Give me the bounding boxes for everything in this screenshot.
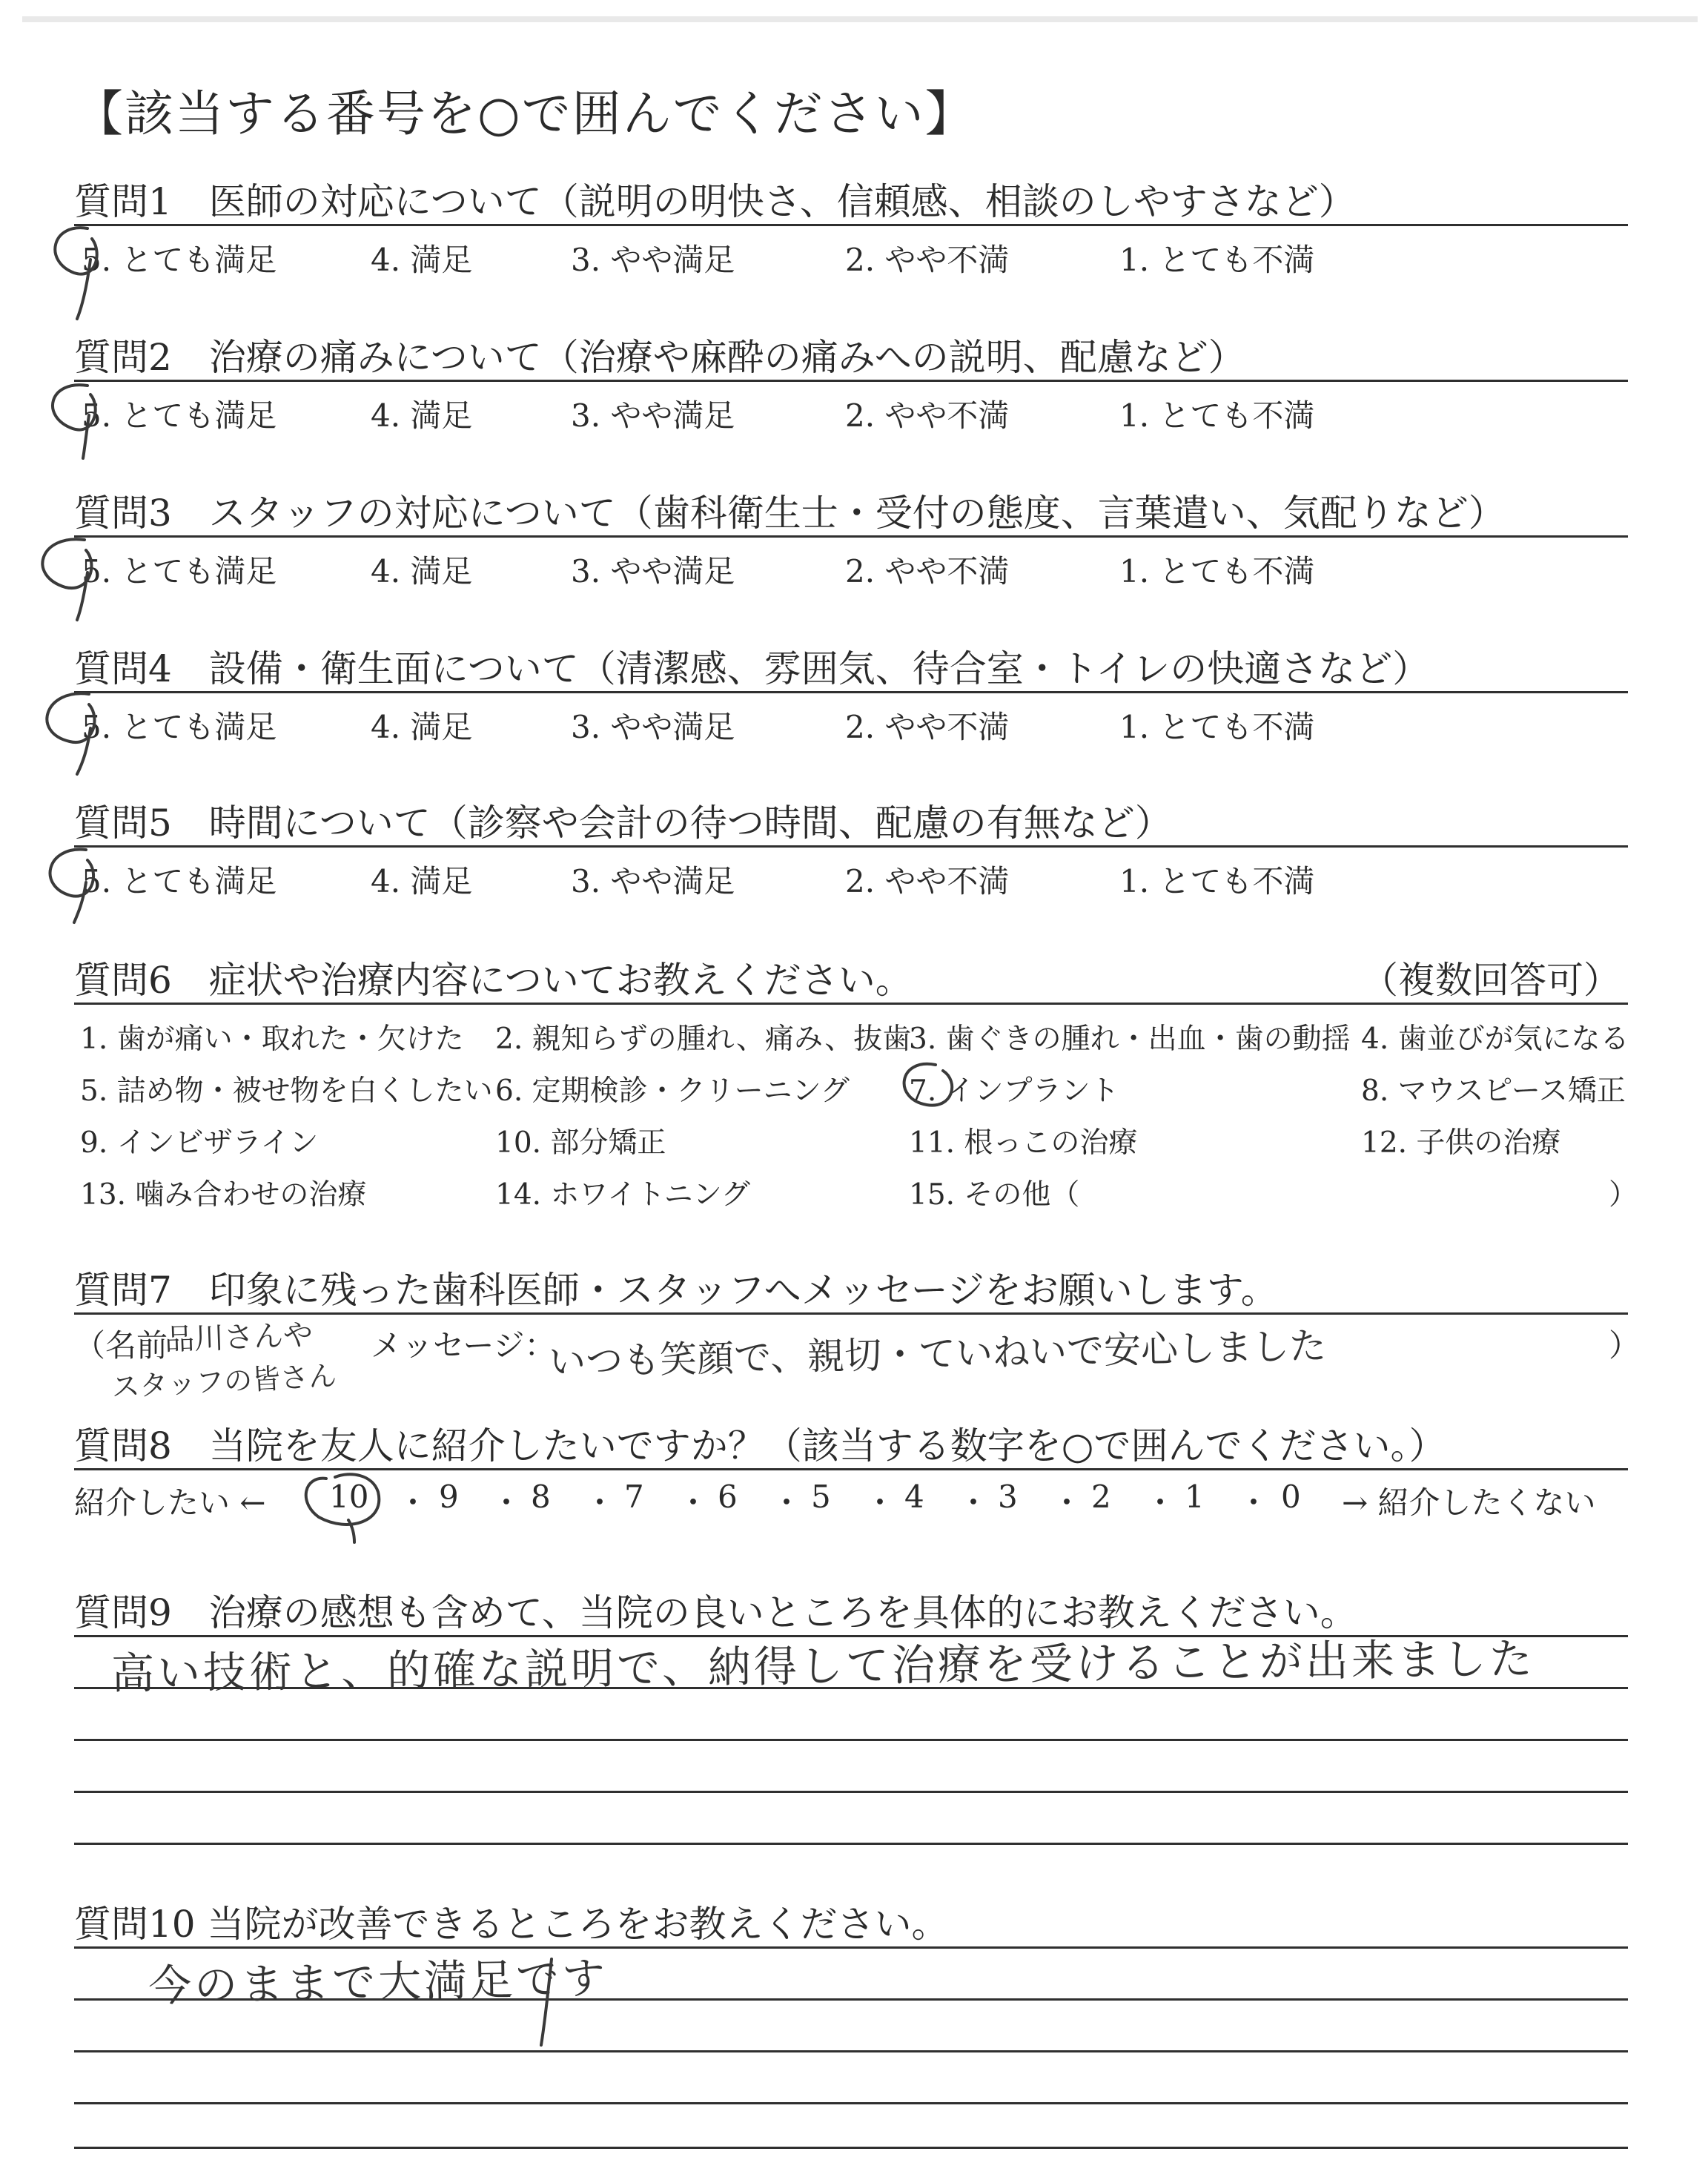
question-5-rule xyxy=(74,845,1628,848)
q6-option-14[interactable]: 14. ホワイトニング xyxy=(495,1178,750,1212)
q1-option-2[interactable]: 2. やや不満 xyxy=(845,242,1010,278)
scan-edge xyxy=(22,16,1698,22)
q8-scale-10[interactable]: 10 xyxy=(329,1479,369,1515)
question-4-rule xyxy=(74,691,1628,693)
q10-answer-line-5 xyxy=(74,2147,1628,2149)
q8-dot: ・ xyxy=(1238,1484,1270,1521)
q8-scale-5[interactable]: 5 xyxy=(811,1479,831,1515)
q1-option-5[interactable]: 5. とても満足 xyxy=(82,242,277,278)
question-9-title: 質問9 治療の感想も含めて、当院の良いところを具体的にお教えください。 xyxy=(74,1591,1357,1634)
q8-dot: ・ xyxy=(771,1484,803,1521)
question-8-rule xyxy=(74,1468,1628,1470)
q8-scale-3[interactable]: 3 xyxy=(998,1479,1018,1515)
q8-dot: ・ xyxy=(1145,1484,1176,1521)
q9-answer-handwriting: 高い技術と、的確な説明で、納得して治療を受けることが出来ました xyxy=(110,1633,1536,1700)
q3-option-5[interactable]: 5. とても満足 xyxy=(82,553,277,589)
q5-option-3[interactable]: 3. やや満足 xyxy=(571,863,735,899)
page-title: 【該当する番号を○で囲んでください】 xyxy=(74,85,976,142)
q6-option-15-close: ） xyxy=(1609,1178,1638,1212)
q6-option-15[interactable]: 15. その他（ xyxy=(909,1178,1080,1212)
question-7-title: 質問7 印象に残った歯科医師・スタッフへメッセージをお願いします。 xyxy=(74,1269,1278,1312)
q8-scale-7[interactable]: 7 xyxy=(624,1479,644,1515)
q10-answer-line-3 xyxy=(74,2050,1628,2052)
q8-right-label: → 紹介したくない xyxy=(1342,1484,1596,1521)
q7-message-label: メッセージ： xyxy=(371,1327,556,1364)
q6-option-9[interactable]: 9. インビザライン xyxy=(80,1126,319,1160)
question-2-title: 質問2 治療の痛みについて（治療や麻酔の痛みへの説明、配慮など） xyxy=(74,336,1245,379)
q6-option-8[interactable]: 8. マウスピース矯正 xyxy=(1361,1074,1626,1108)
q8-scale-4[interactable]: 4 xyxy=(904,1479,924,1515)
q9-answer-line-4 xyxy=(74,1791,1628,1793)
q7-name-handwriting-2: スタッフの皆さん xyxy=(110,1359,338,1404)
question-2-rule xyxy=(74,380,1628,382)
q8-scale-6[interactable]: 6 xyxy=(718,1479,738,1515)
q6-option-5[interactable]: 5. 詰め物・被せ物を白くしたい xyxy=(80,1074,493,1108)
question-1-rule xyxy=(74,224,1628,226)
q8-dot: ・ xyxy=(678,1484,709,1521)
q8-scale-9[interactable]: 9 xyxy=(439,1479,459,1515)
q7-message-handwriting: いつも笑顔で、親切・ていねいで安心しました xyxy=(548,1324,1327,1384)
q6-option-4[interactable]: 4. 歯並びが気になる xyxy=(1361,1023,1629,1056)
question-5-title: 質問5 時間について（診察や会計の待つ時間、配慮の有無など） xyxy=(74,802,1172,845)
q1-option-3[interactable]: 3. やや満足 xyxy=(571,242,735,278)
q2-option-3[interactable]: 3. やや満足 xyxy=(571,397,735,434)
q8-scale-0[interactable]: 0 xyxy=(1281,1479,1301,1515)
q4-option-4[interactable]: 4. 満足 xyxy=(371,709,473,745)
q3-option-3[interactable]: 3. やや満足 xyxy=(571,553,735,589)
q8-dot: ・ xyxy=(1051,1484,1083,1521)
question-10-title: 質問10 当院が改善できるところをお教えください。 xyxy=(74,1903,949,1946)
q7-close-paren: ） xyxy=(1609,1327,1641,1364)
q8-dot: ・ xyxy=(491,1484,523,1521)
q8-dot: ・ xyxy=(584,1484,616,1521)
q2-option-1[interactable]: 1. とても不満 xyxy=(1119,397,1315,434)
q9-answer-line-5 xyxy=(74,1843,1628,1845)
q10-answer-line-4 xyxy=(74,2102,1628,2104)
q6-option-13[interactable]: 13. 噛み合わせの治療 xyxy=(80,1178,367,1212)
q6-option-11[interactable]: 11. 根っこの治療 xyxy=(909,1126,1138,1160)
question-6-rule xyxy=(74,1003,1628,1005)
q8-left-label: 紹介したい ← xyxy=(74,1484,266,1521)
q6-option-3[interactable]: 3. 歯ぐきの腫れ・出血・歯の動揺 xyxy=(909,1023,1351,1056)
q6-option-1[interactable]: 1. 歯が痛い・取れた・欠けた xyxy=(80,1023,464,1056)
q5-option-2[interactable]: 2. やや不満 xyxy=(845,863,1010,899)
q3-option-1[interactable]: 1. とても不満 xyxy=(1119,553,1315,589)
q1-option-1[interactable]: 1. とても不満 xyxy=(1119,242,1315,278)
q7-name-label: （名前 xyxy=(74,1327,168,1364)
q6-option-10[interactable]: 10. 部分矯正 xyxy=(495,1126,666,1160)
q7-name-handwriting-1: 品川さんや xyxy=(164,1318,314,1358)
q6-option-7[interactable]: 7. インプラント xyxy=(909,1074,1119,1108)
q2-option-4[interactable]: 4. 満足 xyxy=(371,397,473,434)
q8-dot: ・ xyxy=(864,1484,896,1521)
q3-option-2[interactable]: 2. やや不満 xyxy=(845,553,1010,589)
q6-option-12[interactable]: 12. 子供の治療 xyxy=(1361,1126,1561,1160)
q5-option-1[interactable]: 1. とても不満 xyxy=(1119,863,1315,899)
question-4-title: 質問4 設備・衛生面について（清潔感、雰囲気、待合室・トイレの快適さなど） xyxy=(74,647,1430,690)
q8-dot: ・ xyxy=(397,1484,429,1521)
q8-scale-2[interactable]: 2 xyxy=(1091,1479,1111,1515)
question-6-title: 質問6 症状や治療内容についてお教えください。 xyxy=(74,959,913,1002)
q4-option-2[interactable]: 2. やや不満 xyxy=(845,709,1010,745)
question-6-note: （複数回答可） xyxy=(1361,959,1621,1002)
q4-option-1[interactable]: 1. とても不満 xyxy=(1119,709,1315,745)
q5-option-5[interactable]: 5. とても満足 xyxy=(82,863,277,899)
q1-option-4[interactable]: 4. 満足 xyxy=(371,242,473,278)
question-1-title: 質問1 医師の対応について（説明の明快さ、信頼感、相談のしやすさなど） xyxy=(74,180,1356,223)
q8-dot: ・ xyxy=(958,1484,990,1521)
q4-option-5[interactable]: 5. とても満足 xyxy=(82,709,277,745)
question-3-title: 質問3 スタッフの対応について（歯科衛生士・受付の態度、言葉遣い、気配りなど） xyxy=(74,492,1506,535)
q6-option-6[interactable]: 6. 定期検診・クリーニング xyxy=(495,1074,850,1108)
question-3-rule xyxy=(74,535,1628,538)
q5-option-4[interactable]: 4. 満足 xyxy=(371,863,473,899)
q9-answer-line-3 xyxy=(74,1739,1628,1741)
q3-option-4[interactable]: 4. 満足 xyxy=(371,553,473,589)
q6-option-2[interactable]: 2. 親知らずの腫れ、痛み、抜歯 xyxy=(495,1023,912,1056)
question-8-title: 質問8 当院を友人に紹介したいですか？（該当する数字を○で囲んでください。） xyxy=(74,1424,1446,1467)
q2-option-5[interactable]: 5. とても満足 xyxy=(82,397,277,434)
q4-option-3[interactable]: 3. やや満足 xyxy=(571,709,735,745)
q8-scale-1[interactable]: 1 xyxy=(1185,1479,1205,1515)
q8-scale-8[interactable]: 8 xyxy=(531,1479,551,1515)
q10-answer-handwriting: 今のままで大満足です xyxy=(148,1952,609,2012)
q2-option-2[interactable]: 2. やや不満 xyxy=(845,397,1010,434)
